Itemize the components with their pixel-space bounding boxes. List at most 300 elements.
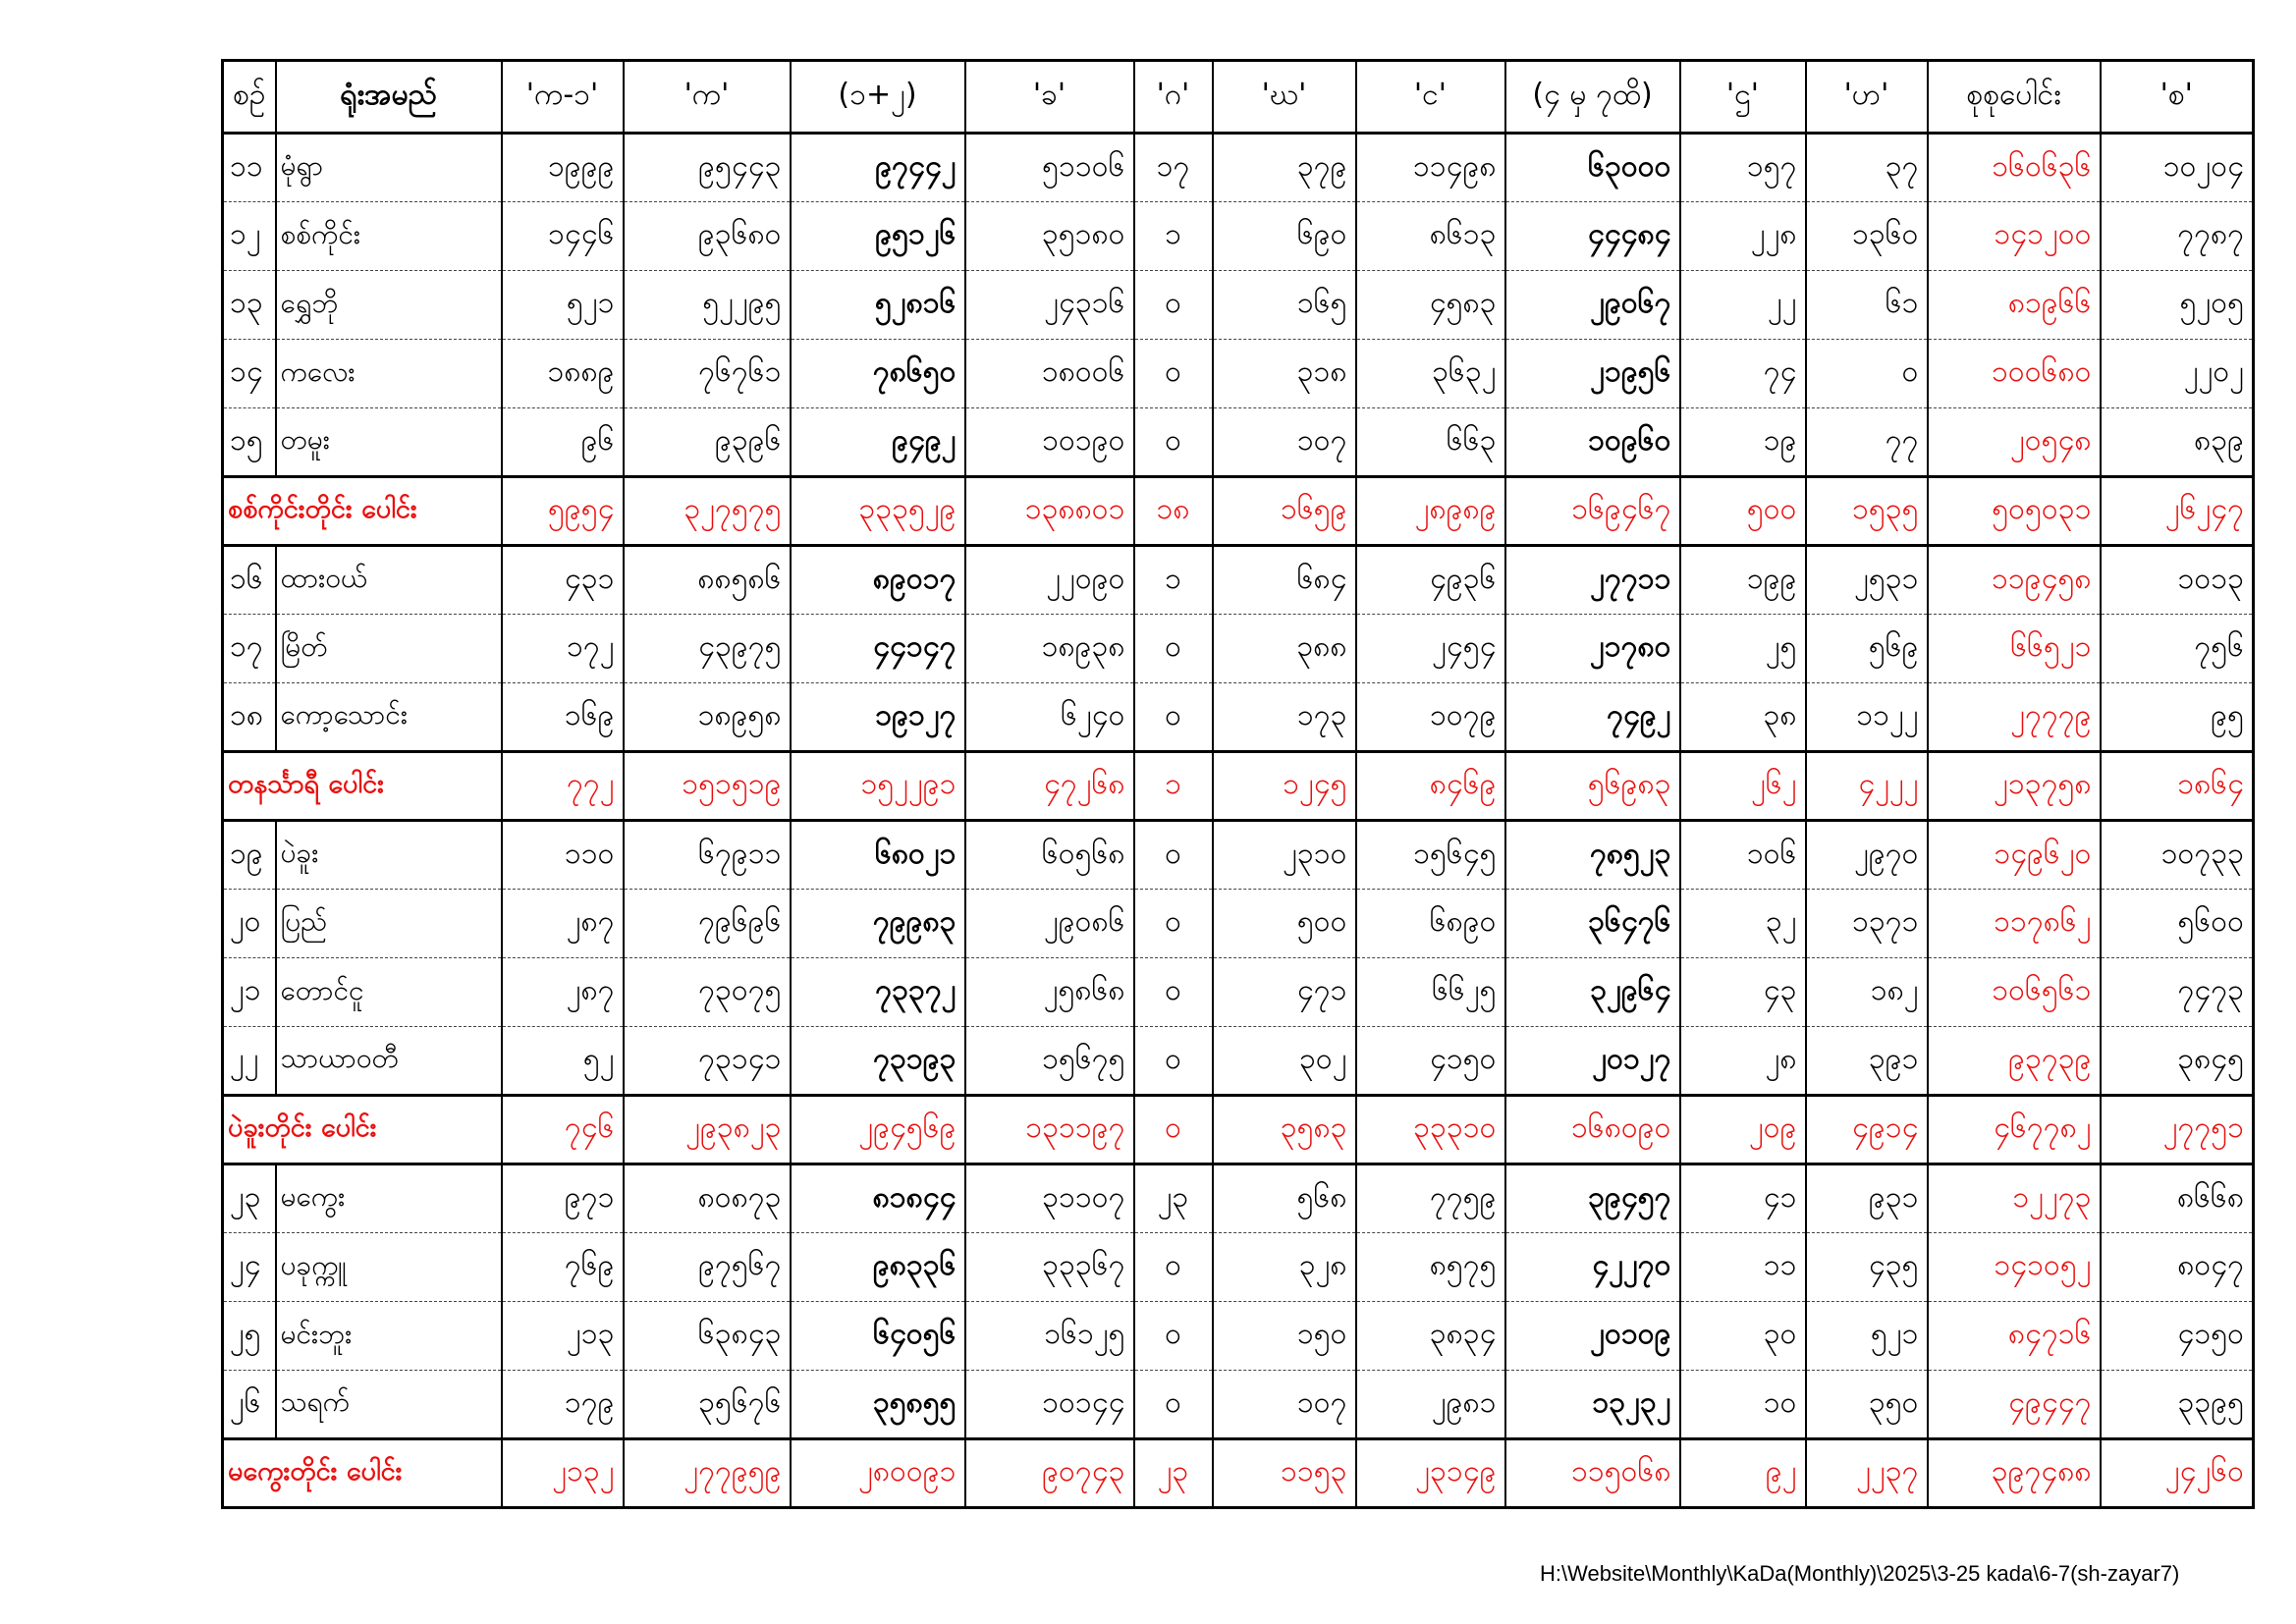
office-name: မြိတ် <box>276 615 502 683</box>
cell-ttha: ၂၂၈ <box>1680 202 1806 271</box>
row-number: ၁၅ <box>223 408 276 477</box>
cell-kha: ၃၃၃၆၇ <box>965 1233 1134 1302</box>
row-number: ၁၈ <box>223 683 276 752</box>
row-number: ၁၇ <box>223 615 276 683</box>
office-name: ကလေး <box>276 340 502 408</box>
cell-ga: ၀ <box>1134 821 1213 890</box>
cell-4-to-7: ၃၆၄၇၆ <box>1505 890 1680 958</box>
cell-sa: ၁၀၁၃ <box>2101 546 2254 615</box>
cell-kha: ၉၀၇၄၃ <box>965 1439 1134 1508</box>
row-number: ၂၄ <box>223 1233 276 1302</box>
table-row <box>223 1371 2254 1439</box>
table-row <box>223 271 2254 340</box>
cell-ttha: ၁၁ <box>1680 1233 1806 1302</box>
office-name: မကွေး <box>276 1164 502 1233</box>
cell-ttha: ၂၂ <box>1680 271 1806 340</box>
cell-nga: ၂၉၈၁ <box>1356 1371 1505 1439</box>
cell-nga: ၄၉၃၆ <box>1356 546 1505 615</box>
cell-gha: ၃၅၈၃ <box>1213 1096 1356 1164</box>
cell-nga: ၈၄၆၉ <box>1356 752 1505 821</box>
cell-1-plus-2: ၇၃၃၇၂ <box>791 958 965 1027</box>
cell-4-to-7: ၁၆၉၄၆၇ <box>1505 477 1680 546</box>
cell-gha: ၁၂၄၅ <box>1213 752 1356 821</box>
cell-1-plus-2: ၂၈၀၀၉၁ <box>791 1439 965 1508</box>
cell-kha: ၃၁၁၀၇ <box>965 1164 1134 1233</box>
header-col-sa: 'စ' <box>2101 61 2254 134</box>
cell-ka: ၇၆၇၆၁ <box>624 340 791 408</box>
cell-total: ၁၂၂၇၃ <box>1928 1164 2101 1233</box>
cell-4-to-7: ၂၁၉၅၆ <box>1505 340 1680 408</box>
cell-nga: ၃၈၃၄ <box>1356 1302 1505 1371</box>
cell-ha: ၁၈၂ <box>1806 958 1928 1027</box>
cell-total: ၂၁၃၇၅၈ <box>1928 752 2101 821</box>
header-col-nga: 'င' <box>1356 61 1505 134</box>
cell-ka1: ၄၃၁ <box>502 546 624 615</box>
cell-ttha: ၁၀ <box>1680 1371 1806 1439</box>
header-row <box>223 61 2254 134</box>
cell-4-to-7: ၂၇၇၁၁ <box>1505 546 1680 615</box>
cell-ka: ၇၃၁၄၁ <box>624 1027 791 1096</box>
cell-ttha: ၂၀၉ <box>1680 1096 1806 1164</box>
cell-ka: ၉၃၉၆ <box>624 408 791 477</box>
cell-4-to-7: ၄၂၂၇၀ <box>1505 1233 1680 1302</box>
cell-ga: ၀ <box>1134 408 1213 477</box>
cell-nga: ၇၇၅၉ <box>1356 1164 1505 1233</box>
cell-nga: ၂၄၅၄ <box>1356 615 1505 683</box>
cell-total: ၈၁၉၆၆ <box>1928 271 2101 340</box>
cell-nga: ၄၁၅၀ <box>1356 1027 1505 1096</box>
cell-total: ၁၁၉၄၅၈ <box>1928 546 2101 615</box>
cell-4-to-7: ၆၃၀၀၀ <box>1505 134 1680 202</box>
subtotal-label: စစ်ကိုင်းတိုင်း ပေါင်း <box>223 477 502 546</box>
cell-ga: ၁၇ <box>1134 134 1213 202</box>
cell-ttha: ၉၂ <box>1680 1439 1806 1508</box>
cell-1-plus-2: ၈၁၈၄၄ <box>791 1164 965 1233</box>
cell-ka1: ၅၂၁ <box>502 271 624 340</box>
row-number: ၂၀ <box>223 890 276 958</box>
cell-kha: ၆၂၄၀ <box>965 683 1134 752</box>
cell-ga: ၀ <box>1134 615 1213 683</box>
table-row <box>223 1027 2254 1096</box>
cell-ha: ၁၃၇၁ <box>1806 890 1928 958</box>
cell-gha: ၁၁၅၃ <box>1213 1439 1356 1508</box>
header-no: စဉ် <box>223 61 276 134</box>
cell-1-plus-2: ၇၈၆၅၀ <box>791 340 965 408</box>
cell-gha: ၄၇၁ <box>1213 958 1356 1027</box>
cell-ga: ၀ <box>1134 340 1213 408</box>
cell-ka: ၉၇၅၆၇ <box>624 1233 791 1302</box>
cell-4-to-7: ၃၂၉၆၄ <box>1505 958 1680 1027</box>
cell-ha: ၄၃၅ <box>1806 1233 1928 1302</box>
row-number: ၁၉ <box>223 821 276 890</box>
cell-4-to-7: ၂၀၁၂၇ <box>1505 1027 1680 1096</box>
cell-sa: ၄၁၅၀ <box>2101 1302 2254 1371</box>
cell-4-to-7: ၁၃၂၃၂ <box>1505 1371 1680 1439</box>
cell-total: ၄၆၇၇၈၂ <box>1928 1096 2101 1164</box>
cell-ka: ၄၃၉၇၅ <box>624 615 791 683</box>
office-name: သရက် <box>276 1371 502 1439</box>
cell-1-plus-2: ၆၈၀၂၁ <box>791 821 965 890</box>
cell-4-to-7: ၁၁၅၀၆၈ <box>1505 1439 1680 1508</box>
cell-ka: ၁၈၉၅၈ <box>624 683 791 752</box>
cell-ha: ၇၇ <box>1806 408 1928 477</box>
cell-gha: ၃၂၈ <box>1213 1233 1356 1302</box>
header-col-kha: 'ခ' <box>965 61 1134 134</box>
cell-ga: ၁၈ <box>1134 477 1213 546</box>
cell-4-to-7: ၃၉၄၅၇ <box>1505 1164 1680 1233</box>
cell-sa: ၁၀၇၃၃ <box>2101 821 2254 890</box>
cell-4-to-7: ၅၆၉၈၃ <box>1505 752 1680 821</box>
cell-ga: ၀ <box>1134 683 1213 752</box>
cell-total: ၂၀၅၄၈ <box>1928 408 2101 477</box>
cell-ka1: ၂၁၃ <box>502 1302 624 1371</box>
cell-gha: ၃၇၉ <box>1213 134 1356 202</box>
cell-sa: ၉၅ <box>2101 683 2254 752</box>
header-office-name: ရုံးအမည် <box>276 61 502 134</box>
subtotal-label: မကွေးတိုင်း ပေါင်း <box>223 1439 502 1508</box>
cell-total: ၁၄၁၂၀၀ <box>1928 202 2101 271</box>
cell-ka1: ၁၈၈၉ <box>502 340 624 408</box>
cell-ka1: ၂၁၃၂ <box>502 1439 624 1508</box>
cell-kha: ၂၉၀၈၆ <box>965 890 1134 958</box>
cell-ka1: ၂၈၇ <box>502 890 624 958</box>
cell-ga: ၁ <box>1134 202 1213 271</box>
subtotal-row <box>223 1439 2254 1508</box>
table-row <box>223 958 2254 1027</box>
cell-ka1: ၁၇၉ <box>502 1371 624 1439</box>
cell-1-plus-2: ၂၉၄၅၆၉ <box>791 1096 965 1164</box>
cell-1-plus-2: ၁၉၁၂၇ <box>791 683 965 752</box>
cell-ha: ၅၂၁ <box>1806 1302 1928 1371</box>
cell-gha: ၆၉၀ <box>1213 202 1356 271</box>
row-number: ၁၆ <box>223 546 276 615</box>
subtotal-label: ပဲခူးတိုင်း ပေါင်း <box>223 1096 502 1164</box>
table-row <box>223 202 2254 271</box>
subtotal-label: တနင်္သာရီ ပေါင်း <box>223 752 502 821</box>
cell-1-plus-2: ၉၈၃၃၆ <box>791 1233 965 1302</box>
cell-sa: ၂၂၀၂ <box>2101 340 2254 408</box>
cell-nga: ၆၈၉၀ <box>1356 890 1505 958</box>
cell-4-to-7: ၁၀၉၆၀ <box>1505 408 1680 477</box>
table-row <box>223 821 2254 890</box>
cell-total: ၁၄၉၆၂၀ <box>1928 821 2101 890</box>
cell-kha: ၁၈၀၀၆ <box>965 340 1134 408</box>
cell-kha: ၁၀၁၄၄ <box>965 1371 1134 1439</box>
table-row <box>223 546 2254 615</box>
cell-ha: ၃၇ <box>1806 134 1928 202</box>
cell-1-plus-2: ၄၄၁၄၇ <box>791 615 965 683</box>
cell-ka1: ၂၈၇ <box>502 958 624 1027</box>
cell-ka: ၉၃၆၈၀ <box>624 202 791 271</box>
cell-nga: ၁၅၆၄၅ <box>1356 821 1505 890</box>
cell-total: ၁၄၁၀၅၂ <box>1928 1233 2101 1302</box>
cell-sa: ၇၇၈၇ <box>2101 202 2254 271</box>
cell-ga: ၀ <box>1134 890 1213 958</box>
cell-ga: ၀ <box>1134 1302 1213 1371</box>
cell-ka1: ၉၇၁ <box>502 1164 624 1233</box>
cell-ha: ၂၂၃၇ <box>1806 1439 1928 1508</box>
cell-ttha: ၂၈ <box>1680 1027 1806 1096</box>
table-row <box>223 1302 2254 1371</box>
subtotal-row <box>223 477 2254 546</box>
cell-kha: ၅၁၁၀၆ <box>965 134 1134 202</box>
cell-1-plus-2: ၃၅၈၅၅ <box>791 1371 965 1439</box>
table-row <box>223 408 2254 477</box>
cell-ha: ၁၁၂၂ <box>1806 683 1928 752</box>
cell-ga: ၁ <box>1134 752 1213 821</box>
table-row <box>223 615 2254 683</box>
cell-sa: ၂၇၇၅၁ <box>2101 1096 2254 1164</box>
table-row <box>223 1164 2254 1233</box>
cell-ka: ၇၃၀၇၅ <box>624 958 791 1027</box>
header-col-total: စုစုပေါင်း <box>1928 61 2101 134</box>
cell-kha: ၂၅၈၆၈ <box>965 958 1134 1027</box>
header-col-ttha: 'ဌ' <box>1680 61 1806 134</box>
cell-sa: ၂၆၂၄၇ <box>2101 477 2254 546</box>
statistics-table <box>221 59 2255 1509</box>
cell-total: ၉၃၇၃၉ <box>1928 1027 2101 1096</box>
cell-1-plus-2: ၉၇၄၄၂ <box>791 134 965 202</box>
cell-1-plus-2: ၆၄၀၅၆ <box>791 1302 965 1371</box>
cell-kha: ၃၅၁၈၀ <box>965 202 1134 271</box>
cell-sa: ၃၈၄၅ <box>2101 1027 2254 1096</box>
cell-nga: ၄၅၈၃ <box>1356 271 1505 340</box>
cell-ttha: ၂၅ <box>1680 615 1806 683</box>
cell-ka1: ၅၉၅၄ <box>502 477 624 546</box>
cell-sa: ၈၆၆၈ <box>2101 1164 2254 1233</box>
cell-total: ၈၄၇၁၆ <box>1928 1302 2101 1371</box>
cell-4-to-7: ၂၀၁၀၉ <box>1505 1302 1680 1371</box>
cell-kha: ၆၀၅၆၈ <box>965 821 1134 890</box>
cell-ttha: ၄၃ <box>1680 958 1806 1027</box>
cell-total: ၁၆၀၆၃၆ <box>1928 134 2101 202</box>
cell-ga: ၀ <box>1134 1096 1213 1164</box>
row-number: ၂၃ <box>223 1164 276 1233</box>
cell-ga: ၀ <box>1134 271 1213 340</box>
cell-4-to-7: ၂၉၀၆၇ <box>1505 271 1680 340</box>
cell-ka: ၂၉၃၈၂၃ <box>624 1096 791 1164</box>
cell-sa: ၇၅၆ <box>2101 615 2254 683</box>
cell-4-to-7: ၇၄၉၂ <box>1505 683 1680 752</box>
cell-ka1: ၁၉၉၉ <box>502 134 624 202</box>
row-number: ၂၆ <box>223 1371 276 1439</box>
cell-1-plus-2: ၉၄၉၂ <box>791 408 965 477</box>
office-name: တောင်ငူ <box>276 958 502 1027</box>
cell-ha: ၃၉၁ <box>1806 1027 1928 1096</box>
cell-sa: ၁၀၂၀၄ <box>2101 134 2254 202</box>
cell-kha: ၁၅၆၇၅ <box>965 1027 1134 1096</box>
cell-1-plus-2: ၁၅၂၂၉၁ <box>791 752 965 821</box>
header-col-ga: 'ဂ' <box>1134 61 1213 134</box>
cell-1-plus-2: ၇၃၁၉၃ <box>791 1027 965 1096</box>
cell-nga: ၈၅၇၅ <box>1356 1233 1505 1302</box>
cell-sa: ၈၀၄၇ <box>2101 1233 2254 1302</box>
cell-sa: ၅၆၀၀ <box>2101 890 2254 958</box>
row-number: ၂၅ <box>223 1302 276 1371</box>
table-row <box>223 340 2254 408</box>
office-name: တမူး <box>276 408 502 477</box>
cell-4-to-7: ၂၁၇၈၀ <box>1505 615 1680 683</box>
cell-total: ၁၁၇၈၆၂ <box>1928 890 2101 958</box>
cell-kha: ၁၀၁၉၀ <box>965 408 1134 477</box>
table-row <box>223 1233 2254 1302</box>
office-name: ကော့သောင်း <box>276 683 502 752</box>
cell-gha: ၃၈၈ <box>1213 615 1356 683</box>
header-col-ha: 'ဟ' <box>1806 61 1928 134</box>
cell-total: ၁၀၀၆၈၀ <box>1928 340 2101 408</box>
cell-total: ၅၀၅၀၃၁ <box>1928 477 2101 546</box>
cell-gha: ၁၆၅ <box>1213 271 1356 340</box>
cell-gha: ၆၈၄ <box>1213 546 1356 615</box>
cell-kha: ၁၆၁၂၅ <box>965 1302 1134 1371</box>
cell-total: ၂၇၇၇၉ <box>1928 683 2101 752</box>
cell-ka: ၆၃၈၄၃ <box>624 1302 791 1371</box>
cell-gha: ၁၇၃ <box>1213 683 1356 752</box>
cell-ga: ၀ <box>1134 1371 1213 1439</box>
cell-nga: ၁၁၄၉၈ <box>1356 134 1505 202</box>
cell-ga: ၀ <box>1134 958 1213 1027</box>
cell-ttha: ၁၀၆ <box>1680 821 1806 890</box>
office-name: ပခုက္ကူ <box>276 1233 502 1302</box>
cell-ha: ၄၉၁၄ <box>1806 1096 1928 1164</box>
row-number: ၁၁ <box>223 134 276 202</box>
cell-nga: ၆၆၃ <box>1356 408 1505 477</box>
cell-gha: ၅၀၀ <box>1213 890 1356 958</box>
cell-sa: ၅၂၀၅ <box>2101 271 2254 340</box>
cell-ga: ၀ <box>1134 1027 1213 1096</box>
cell-gha: ၁၅၀ <box>1213 1302 1356 1371</box>
cell-total: ၃၉၇၄၈၈ <box>1928 1439 2101 1508</box>
subtotal-row <box>223 1096 2254 1164</box>
cell-nga: ၁၀၇၉ <box>1356 683 1505 752</box>
office-name: စစ်ကိုင်း <box>276 202 502 271</box>
cell-ka: ၃၂၇၅၇၅ <box>624 477 791 546</box>
office-name: သာယာဝတီ <box>276 1027 502 1096</box>
header-col-ka1: 'က-၁' <box>502 61 624 134</box>
cell-sa: ၁၈၆၄ <box>2101 752 2254 821</box>
cell-ka: ၃၅၆၇၆ <box>624 1371 791 1439</box>
cell-ka1: ၅၂ <box>502 1027 624 1096</box>
cell-ka: ၈၀၈၇၃ <box>624 1164 791 1233</box>
cell-ttha: ၁၉၉ <box>1680 546 1806 615</box>
cell-gha: ၃၁၈ <box>1213 340 1356 408</box>
cell-4-to-7: ၁၆၈၀၉၀ <box>1505 1096 1680 1164</box>
cell-1-plus-2: ၅၂၈၁၆ <box>791 271 965 340</box>
cell-nga: ၂၃၁၄၉ <box>1356 1439 1505 1508</box>
cell-ha: ၁၃၆၀ <box>1806 202 1928 271</box>
cell-total: ၆၆၅၂၁ <box>1928 615 2101 683</box>
header-col-1-plus-2: (၁+၂) <box>791 61 965 134</box>
cell-ka1: ၁၁၀ <box>502 821 624 890</box>
cell-nga: ၂၈၉၈၉ <box>1356 477 1505 546</box>
cell-ka1: ၉၆ <box>502 408 624 477</box>
cell-ka1: ၇၇၂ <box>502 752 624 821</box>
cell-1-plus-2: ၈၉၀၁၇ <box>791 546 965 615</box>
cell-gha: ၃၀၂ <box>1213 1027 1356 1096</box>
cell-ha: ၂၅၃၁ <box>1806 546 1928 615</box>
office-name: ပြည် <box>276 890 502 958</box>
cell-ttha: ၄၁ <box>1680 1164 1806 1233</box>
cell-4-to-7: ၄၄၄၈၄ <box>1505 202 1680 271</box>
cell-ttha: ၅၀၀ <box>1680 477 1806 546</box>
cell-nga: ၃၆၃၂ <box>1356 340 1505 408</box>
office-name: မုံရွာ <box>276 134 502 202</box>
cell-ha: ၉၃၁ <box>1806 1164 1928 1233</box>
cell-ka: ၈၈၅၈၆ <box>624 546 791 615</box>
cell-sa: ၂၄၂၆၀ <box>2101 1439 2254 1508</box>
cell-ha: ၃၅၀ <box>1806 1371 1928 1439</box>
cell-ttha: ၃၀ <box>1680 1302 1806 1371</box>
table-row <box>223 683 2254 752</box>
header-col-4-to-7: (၄ မှ ၇ထိ) <box>1505 61 1680 134</box>
cell-ka1: ၇၆၉ <box>502 1233 624 1302</box>
cell-ga: ၂၃ <box>1134 1164 1213 1233</box>
cell-ha: ၀ <box>1806 340 1928 408</box>
office-name: မင်းဘူး <box>276 1302 502 1371</box>
cell-ha: ၁၅၃၅ <box>1806 477 1928 546</box>
header-col-ka: 'က' <box>624 61 791 134</box>
cell-sa: ၃၃၉၅ <box>2101 1371 2254 1439</box>
row-number: ၁၂ <box>223 202 276 271</box>
cell-sa: ၇၄၇၃ <box>2101 958 2254 1027</box>
table-body <box>223 134 2254 1508</box>
cell-ttha: ၁၅၇ <box>1680 134 1806 202</box>
cell-ga: ၂၃ <box>1134 1439 1213 1508</box>
cell-ha: ၂၉၇၀ <box>1806 821 1928 890</box>
cell-ka: ၂၇၇၉၅၉ <box>624 1439 791 1508</box>
row-number: ၂၁ <box>223 958 276 1027</box>
cell-gha: ၂၃၁၀ <box>1213 821 1356 890</box>
cell-ka: ၅၂၂၉၅ <box>624 271 791 340</box>
cell-ha: ၆၁ <box>1806 271 1928 340</box>
cell-total: ၁၀၆၅၆၁ <box>1928 958 2101 1027</box>
row-number: ၂၂ <box>223 1027 276 1096</box>
cell-ka1: ၁၄၄၆ <box>502 202 624 271</box>
cell-ga: ၀ <box>1134 1233 1213 1302</box>
cell-kha: ၁၃၁၁၉၇ <box>965 1096 1134 1164</box>
cell-gha: ၁၆၅၉ <box>1213 477 1356 546</box>
cell-kha: ၂၄၃၁၆ <box>965 271 1134 340</box>
cell-4-to-7: ၇၈၅၂၃ <box>1505 821 1680 890</box>
cell-nga: ၈၆၁၃ <box>1356 202 1505 271</box>
cell-ka: ၇၉၆၉၆ <box>624 890 791 958</box>
office-name: ထားဝယ် <box>276 546 502 615</box>
cell-ga: ၁ <box>1134 546 1213 615</box>
cell-gha: ၅၆၈ <box>1213 1164 1356 1233</box>
row-number: ၁၃ <box>223 271 276 340</box>
cell-ha: ၅၆၉ <box>1806 615 1928 683</box>
table-row <box>223 134 2254 202</box>
cell-ha: ၄၂၂၂ <box>1806 752 1928 821</box>
cell-ka: ၉၅၄၄၃ <box>624 134 791 202</box>
cell-kha: ၁၃၈၈၀၁ <box>965 477 1134 546</box>
cell-sa: ၈၃၉ <box>2101 408 2254 477</box>
cell-1-plus-2: ၉၅၁၂၆ <box>791 202 965 271</box>
cell-ka1: ၇၄၆ <box>502 1096 624 1164</box>
cell-ttha: ၁၉ <box>1680 408 1806 477</box>
cell-ttha: ၇၄ <box>1680 340 1806 408</box>
cell-ka1: ၁၆၉ <box>502 683 624 752</box>
cell-1-plus-2: ၃၃၃၅၂၉ <box>791 477 965 546</box>
cell-ka1: ၁၇၂ <box>502 615 624 683</box>
cell-total: ၄၉၄၄၇ <box>1928 1371 2101 1439</box>
header-col-gha: 'ဃ' <box>1213 61 1356 134</box>
cell-ka: ၆၇၉၁၁ <box>624 821 791 890</box>
cell-ttha: ၃၂ <box>1680 890 1806 958</box>
cell-ka: ၁၅၁၅၁၉ <box>624 752 791 821</box>
cell-nga: ၃၃၃၁၀ <box>1356 1096 1505 1164</box>
cell-ttha: ၂၆၂ <box>1680 752 1806 821</box>
